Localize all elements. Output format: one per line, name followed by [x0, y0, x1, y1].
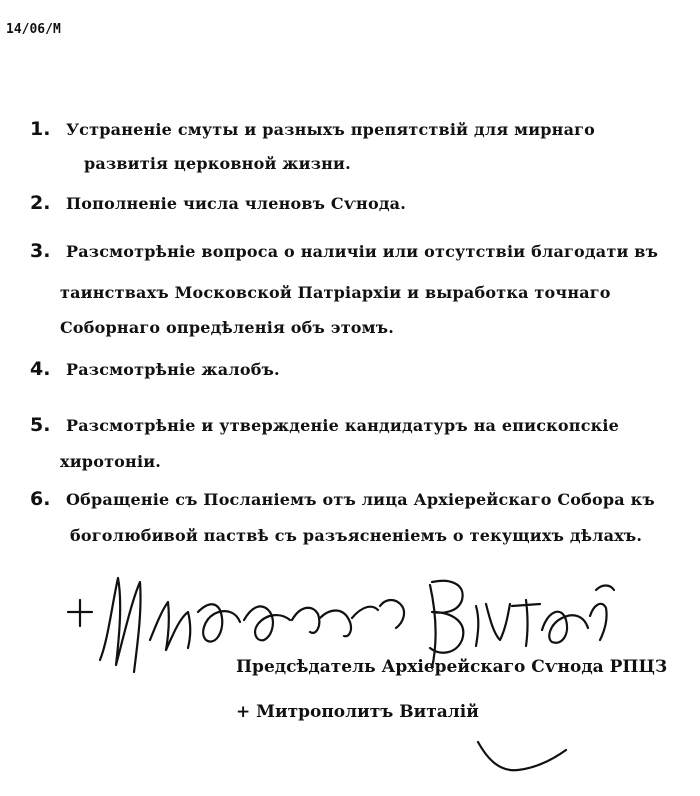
item-line: таинствахъ Московской Патріархіи и выработка точнаго — [60, 283, 611, 302]
item-number: 2. — [30, 192, 51, 214]
item-number: 1. — [30, 118, 51, 140]
item-number: 6. — [30, 488, 51, 510]
item-line: Пополненіе числа членовъ Сѵнода. — [66, 194, 407, 213]
item-number: 5. — [30, 414, 51, 436]
item-line: развитія церковной жизни. — [84, 154, 351, 173]
item-line: Разсмотрѣніе жалобъ. — [66, 360, 280, 379]
item-line: Разсмотрѣніе вопроса о наличіи или отсутствіи благодати въ — [66, 242, 659, 261]
item-line: Устраненіе смуты и разныхъ препятствій для мирнаго — [66, 120, 596, 139]
document-reference: 14/06/M — [6, 22, 61, 37]
item-line: Соборнаго опредѣленія объ этомъ. — [60, 318, 395, 337]
item-line: хиротоніи. — [60, 452, 162, 471]
item-number: 3. — [30, 240, 51, 262]
item-line: Разсмотрѣніе и утвержденіе кандидатуръ на епископскіе — [66, 416, 620, 435]
signatory-title: Предсѣдатель Архіерейскаго Сѵнода РПЦЗ — [236, 657, 668, 677]
item-line: боголюбивой паствѣ съ разъясненіемъ о текущихъ дѣлахъ. — [70, 526, 643, 545]
signatory-name: + Митрополитъ Виталій — [236, 702, 479, 722]
item-number: 4. — [30, 358, 51, 380]
item-line: Обращеніе съ Посланіемъ отъ лица Архіерейскаго Собора къ — [66, 490, 655, 509]
